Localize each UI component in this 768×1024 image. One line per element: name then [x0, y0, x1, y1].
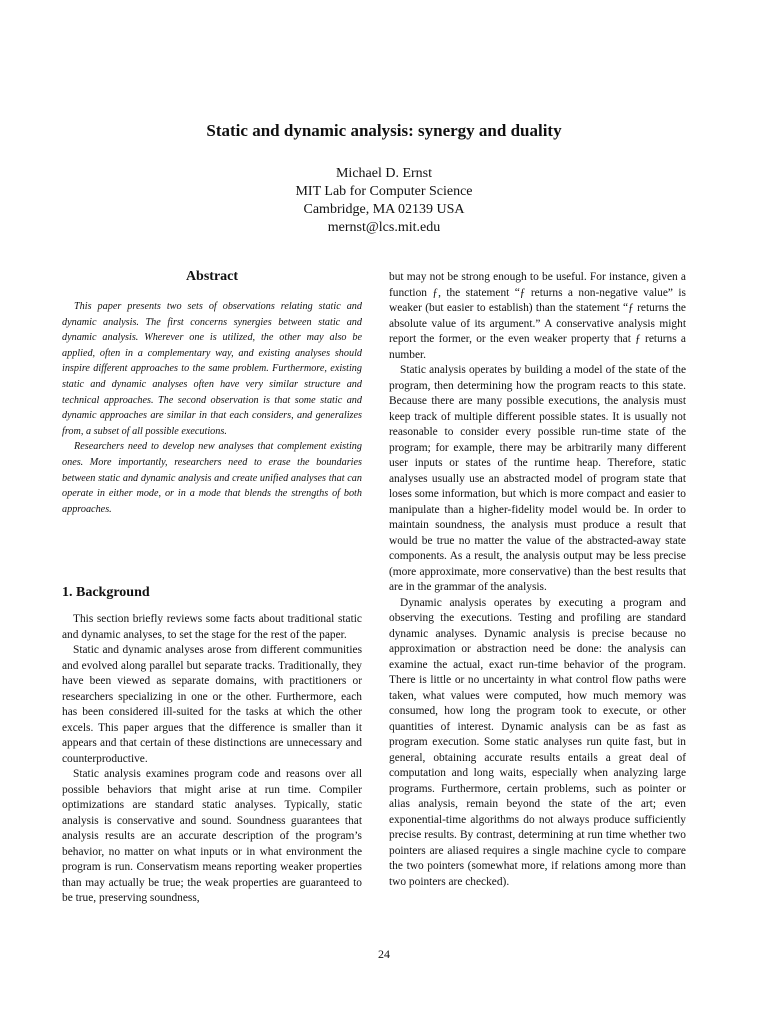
page-number: 24: [378, 947, 390, 961]
body-paragraph: Static analysis operates by building a model of the state of the program, then determining how the program reacts to this state. Because there are many possible executions, the analysis must keep track of multiple different possible states. It is usually not reasonable to consider every possible run-time state of the program; for example, there may be arbitrarily many different user inputs or states of the runtime heap. Therefore, static analyses usually use an abstracted model of program state that loses some information, but which is more compact and easier to manipulate than a higher-fidelity model would be. In order to maintain soundness, the analysis must produce a result that would be true no matter the value of the abstracted-away state components. As a result, the analysis output may be less precise (more approximate, more conservative) than the best results that are in the grammar of the analysis.: [389, 364, 686, 593]
author-email: mernst@lcs.mit.edu: [327, 220, 441, 235]
left-column-body: [62, 612, 362, 907]
body-paragraph: This section briefly reviews some facts about traditional static and dynamic analyses, to set the stage for the rest of the paper.: [62, 613, 362, 641]
body-paragraph: Dynamic analysis operates by executing a program and observing the executions. Testing and profiling are standard dynamic analyses. Dynamic analysis is precise because no approximation or abstraction need be done: the analysis can examine the actual, exact run-time behavior of the program. There is little or no uncertainty in what control flow paths were taken, what values were computed, how much memory was consumed, how long the program took to execute, or other quantities of interest. Dynamic analysis can be as fast as program execution. Some static analyses run quite fast, but in general, obtaining accurate results entails a great deal of computation and long waits, especially when analyzing large programs. Furthermore, certain problems, such as pointer or alias analysis, remain beyond the state of the art; even exponential-time algorithms do not always produce sufficiently precise results. By contrast, determining at run time whether two pointers are aliased requires a single machine cycle to compare the two pointers (somewhat more, if relations among more than two pointers are checked).: [389, 596, 686, 888]
abstract-paragraph: This paper presents two sets of observations relating static and dynamic analysis. The first concerns synergies between static and dynamic analysis. Wherever one is utilized, the other may also be applied, often in a complementary way, and existing analyses should inspire different approaches to the same problem. Furthermore, existing static and dynamic analyses often have very similar structure and technical approaches. The second observation is that some static and dynamic approaches are similar in that each considers, and generalizes from, a subset of all possible executions.: [62, 301, 362, 437]
author-block: [0, 165, 768, 237]
body-paragraph: Static analysis examines program code and reasons over all possible behaviors that might arise at run time. Compiler optimizations are standard static analyses. Typically, static analysis is conservative and sound. Soundness guarantees that analysis results are an accurate description of the program’s behavior, no matter on what inputs or in what environment the program is run. Conservatism means reporting weaker properties than may actually be true; the weak properties are guaranteed to be true, preserving soundness,: [62, 768, 362, 904]
abstract-body: [62, 299, 362, 517]
abstract-paragraph: Researchers need to develop new analyses that complement existing ones. More importantly, researchers need to erase the boundaries between static and dynamic analysis and create unified analyses that can operate in either mode, or in a mode that blends the strengths of both approaches.: [62, 441, 362, 515]
paper-title: Static and dynamic analysis: synergy and duality: [206, 121, 562, 140]
author-location: Cambridge, MA 02139 USA: [303, 202, 465, 217]
section-heading-background: 1. Background: [62, 585, 150, 600]
author-affiliation: MIT Lab for Computer Science: [295, 184, 473, 199]
body-paragraph: Static and dynamic analyses arose from different communities and evolved along parallel but separate tracks. Traditionally, they have been viewed as separate domains, with practitioners or researchers specializing in one or the other. Furthermore, each has been considered ill-suited for the tasks at which the other excels. This paper argues that the difference is smaller than it appears and that certain of these distinctions are unnecessary and counterproductive.: [62, 644, 362, 765]
right-column-body: [389, 270, 686, 890]
author-name: Michael D. Ernst: [335, 166, 433, 181]
abstract-heading: Abstract: [185, 269, 239, 284]
body-paragraph: but may not be strong enough to be useful. For instance, given a function ƒ, the statement “ƒ returns a non-negative value” is weaker (but easier to establish) than the statement “ƒ returns the absolute value of its argument.” A conservative analysis might report the former, or the even weaker property that ƒ returns a number.: [389, 271, 686, 361]
